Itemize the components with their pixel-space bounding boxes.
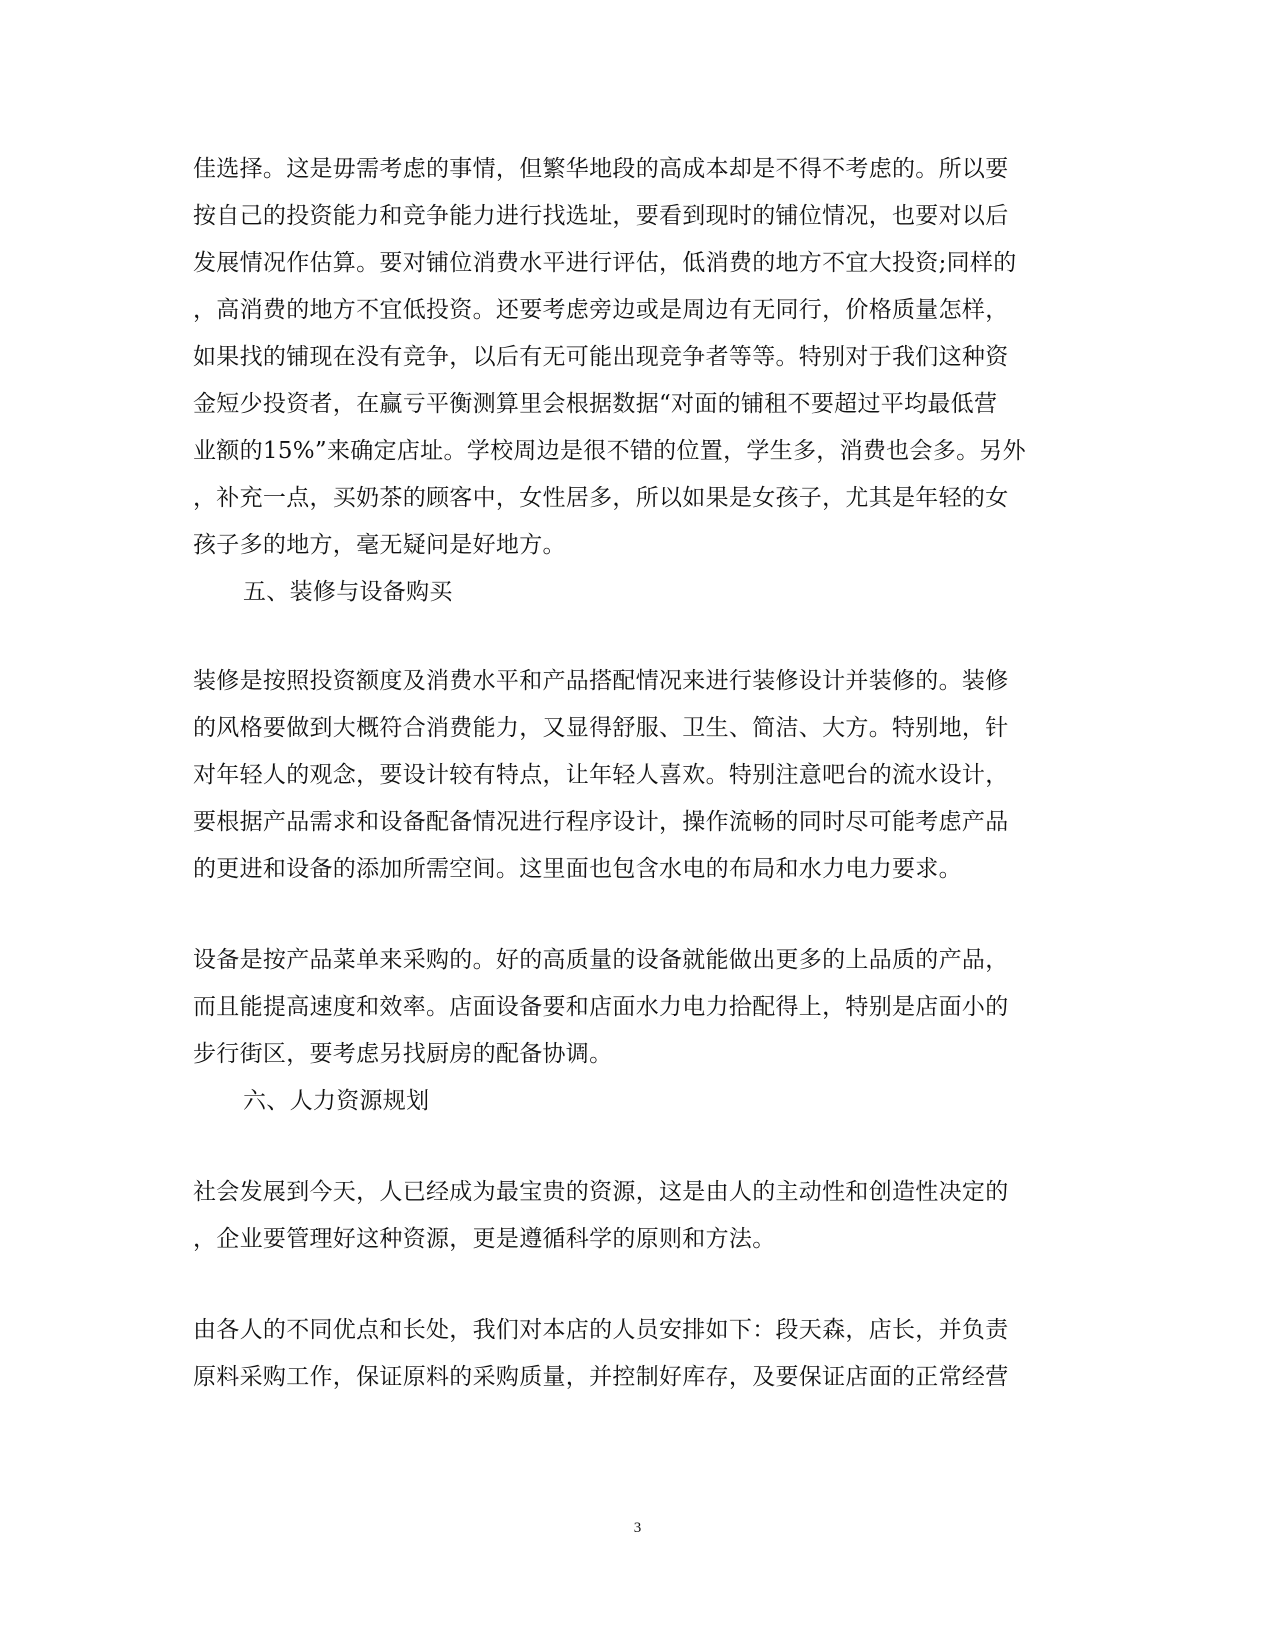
paragraph-line: 佳选择。这是毋需考虑的事情，但繁华地段的高成本却是不得不考虑的。所以要 [193,156,1009,182]
paragraph-line: 按自己的投资能力和竞争能力进行找选址，要看到现时的铺位情况，也要对以后 [193,203,1009,229]
paragraph-line: 的更进和设备的添加所需空间。这里面也包含水电的布局和水力电力要求。 [193,856,962,882]
paragraph-line: 而且能提高速度和效率。店面设备要和店面水力电力拾配得上，特别是店面小的 [193,994,1009,1020]
paragraph-line: ，补充一点，买奶茶的顾客中，女性居多，所以如果是女孩子，尤其是年轻的女 [193,485,1009,511]
paragraph-line: 业额的15%”来确定店址。学校周边是很不错的位置，学生多，消费也会多。另外 [193,438,1026,464]
paragraph-line: ，企业要管理好这种资源，更是遵循科学的原则和方法。 [193,1226,776,1252]
paragraph-line: 设备是按产品菜单来采购的。好的高质量的设备就能做出更多的上品质的产品， [193,947,1009,973]
page-number: 3 [633,1520,642,1536]
paragraph-line: 社会发展到今天，人已经成为最宝贵的资源，这是由人的主动性和创造性决定的 [193,1179,1009,1205]
paragraph-line: 金短少投资者，在赢亏平衡测算里会根据数据“对面的铺租不要超过平均最低营 [193,391,998,417]
section-heading: 六、人力资源规划 [243,1088,430,1114]
paragraph-line: 的风格要做到大概符合消费能力，又显得舒服、卫生、简洁、大方。特别地，针 [193,715,1009,741]
paragraph-line: 发展情况作估算。要对铺位消费水平进行评估，低消费的地方不宜大投资;同样的 [193,250,1017,276]
paragraph-line: 对年轻人的观念，要设计较有特点，让年轻人喜欢。特别注意吧台的流水设计， [193,762,1009,788]
paragraph-line: 由各人的不同优点和长处，我们对本店的人员安排如下：段天森，店长，并负责 [193,1317,1009,1343]
paragraph-line: 步行街区，要考虑另找厨房的配备协调。 [193,1041,613,1067]
paragraph-line: ，高消费的地方不宜低投资。还要考虑旁边或是周边有无同行，价格质量怎样， [193,297,1009,323]
paragraph-line: 如果找的铺现在没有竞争，以后有无可能出现竞争者等等。特别对于我们这种资 [193,344,1009,370]
paragraph-line: 要根据产品需求和设备配备情况进行程序设计，操作流畅的同时尽可能考虑产品 [193,809,1009,835]
section-heading: 五、装修与设备购买 [243,579,453,605]
paragraph-line: 装修是按照投资额度及消费水平和产品搭配情况来进行装修设计并装修的。装修 [193,668,1009,694]
paragraph-line: 孩子多的地方，毫无疑问是好地方。 [193,532,566,558]
paragraph-line: 原料采购工作，保证原料的采购质量，并控制好库存，及要保证店面的正常经营 [193,1364,1009,1390]
